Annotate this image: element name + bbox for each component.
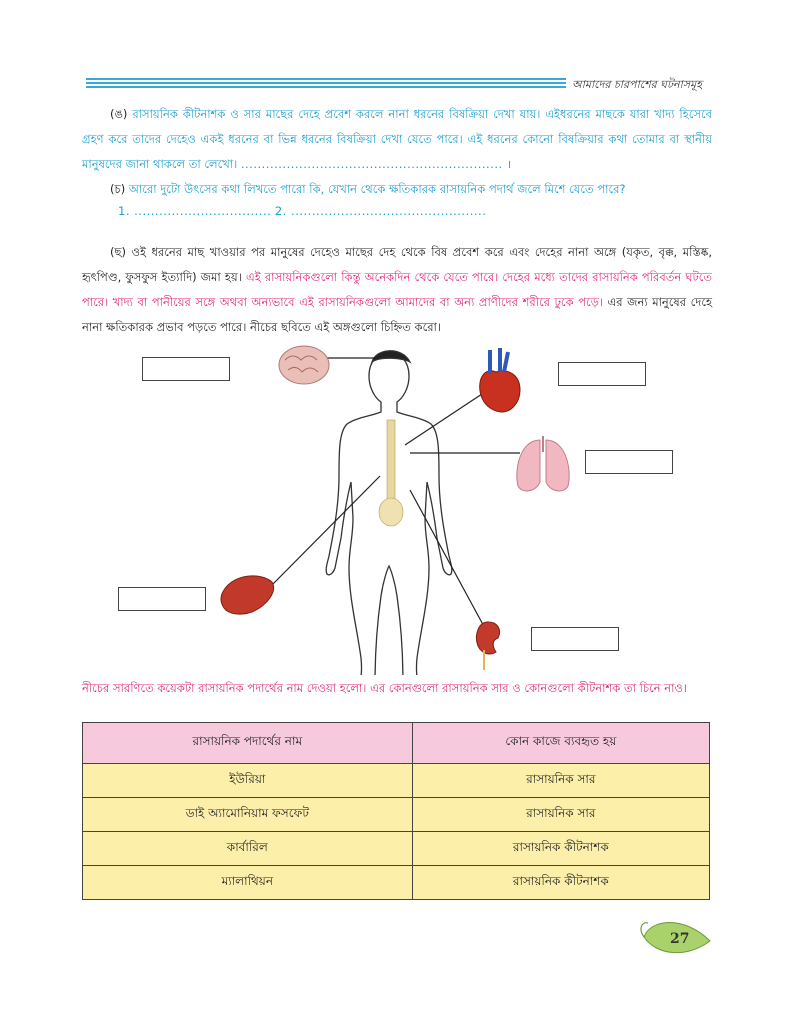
question-g — [82, 240, 712, 340]
table-row — [83, 798, 710, 832]
answer-blanks-f — [118, 204, 486, 218]
table-header-row — [83, 723, 710, 764]
table-row — [83, 866, 710, 900]
question-e-text: রাসায়নিক কীটনাশক ও সার মাছের দেহে প্রবেশ করলে নানা ধরনের বিষক্রিয়া দেখা যায়। এইধরনের মাছকে যারা খাদ্য হিসেবে গ্রহণ করে তাদের দেহেও একই ধরনের বা ভিন্ন ধরনের বিষক্রিয়া দেখা যেতে পারে। এই ধরনের কোনো বিষক্রিয়ার কথা তোমার বা স্থানীয় মানুষদের জানা থাকলে তা লেখো। — [82, 107, 713, 171]
answer-blank-f-1[interactable]: 1. ................................. — [118, 204, 272, 218]
leaf-icon — [640, 915, 712, 957]
label-box-kidney[interactable] — [531, 627, 619, 651]
liver-icon — [221, 576, 274, 614]
label-box-lungs[interactable] — [585, 450, 673, 474]
table-cell: ম্যালাথিয়ন — [83, 866, 413, 900]
table-header-cell: রাসায়নিক পদার্থের নাম — [83, 723, 413, 764]
lungs-icon — [517, 436, 569, 491]
answer-blank-e[interactable]: ............................................................... । — [240, 157, 512, 171]
human-body-diagram — [0, 330, 791, 675]
table-cell: কার্বারিল — [83, 832, 413, 866]
question-f-text: আরো দুটো উৎসের কথা লিখতে পারো কি, যেখান থেকে ক্ষতিকারক রাসায়নিক পদার্থ জলে মিশে যেতে পারে? — [128, 182, 626, 196]
table-cell: ইউরিয়া — [83, 764, 413, 798]
question-g-part2: এই রাসায়নিকগুলো কিন্তু অনেকদিন থেকে যেতে পারে। দেহের মধ্যে তাদের রাসায়নিক পরিবর্তন ঘটতে পারে। খাদ্য বা পানীয়ের সঙ্গে অথবা অন্যভাবে এই রাসায়নিকগুলো আমাদের বা অন্য প্রাণীদের শরীরে ঢুকে পড়ে। — [82, 270, 712, 309]
question-e-label: (ঙ) — [110, 107, 128, 121]
heart-icon — [480, 348, 520, 412]
header-rule — [86, 78, 566, 94]
label-box-brain[interactable] — [142, 357, 230, 381]
page-number: 27 — [670, 931, 690, 947]
kidney-icon — [476, 622, 499, 670]
table-cell: রাসায়নিক কীটনাশক — [412, 866, 709, 900]
table-cell: ডাই অ্যামোনিয়াম ফসফেট — [83, 798, 413, 832]
label-box-heart[interactable] — [558, 362, 646, 386]
question-g-label: (ছ) — [110, 245, 126, 259]
question-g-part3: এর জন্য মানুষের দেহে নানা ক্ষতিকারক প্রভাব পড়তে পারে। নীচের ছবিতে এই অঙ্গগুলো চিহ্নিত করো। — [82, 295, 712, 334]
label-box-liver[interactable] — [118, 587, 206, 611]
table-cell: রাসায়নিক সার — [412, 798, 709, 832]
answer-blank-f-2[interactable]: 2. ............................................... — [274, 204, 487, 218]
table-intro: নীচের সারণিতে কয়েকটা রাসায়নিক পদার্থের নাম দেওয়া হলো। এর কোনগুলো রাসায়নিক সার ও কোনগুলো কীটনাশক তা চিনে নাও। — [82, 681, 687, 695]
chemical-table — [82, 722, 710, 900]
question-e — [82, 102, 712, 177]
question-f-label: (চ) — [110, 182, 126, 196]
table-row — [83, 764, 710, 798]
table-cell: রাসায়নিক কীটনাশক — [412, 832, 709, 866]
question-g-part1: ওই ধরনের মাছ খাওয়ার পর মানুষের দেহেও মাছের দেহ থেকে বিষ প্রবেশ করে এবং দেহের নানা অঙ্গে (যকৃত, বৃক্ক, মস্তিষ্ক, হৃৎপিণ্ড, ফুসফুস ইত্যাদি) জমা হয়। — [82, 245, 713, 284]
running-header: আমাদের চারপাশের ঘটনাসমূহ — [572, 78, 702, 91]
brain-icon — [279, 346, 329, 384]
table-cell: রাসায়নিক সার — [412, 764, 709, 798]
table-row — [83, 832, 710, 866]
question-f — [82, 177, 712, 202]
table-header-cell: কোন কাজে ব্যবহৃত হয় — [412, 723, 709, 764]
